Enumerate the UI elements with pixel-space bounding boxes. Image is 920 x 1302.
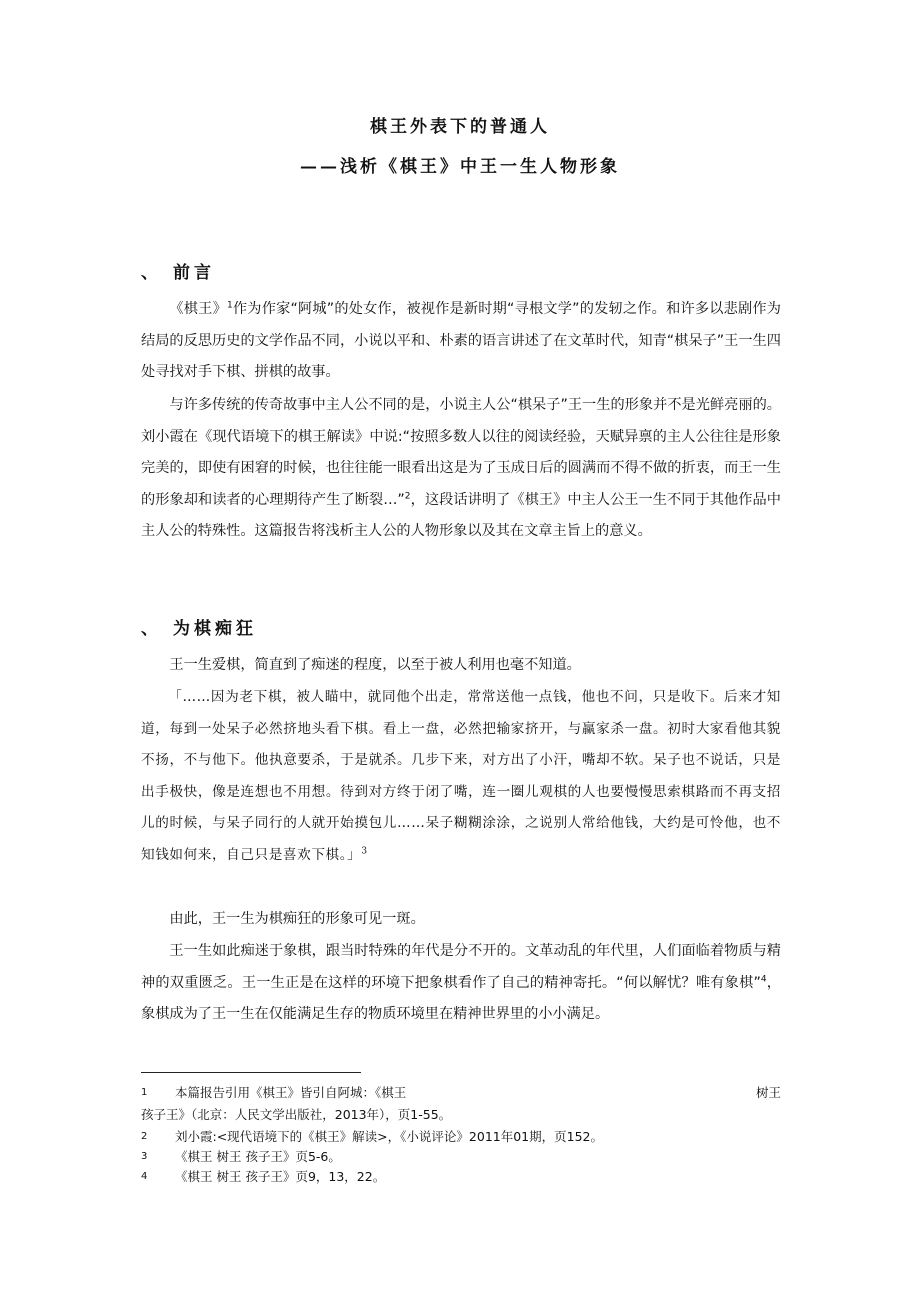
footnote-1: 1 本篇报告引用《棋王》皆引自阿城：《棋王 树王 (141, 1085, 781, 1100)
document-title: 棋王外表下的普通人 (370, 117, 550, 137)
section-heading-preface (141, 258, 215, 283)
footnote-ref[interactable]: 3 (361, 845, 368, 856)
section-heading-chess-obsession (141, 614, 257, 639)
section-number: 、 (141, 263, 162, 283)
footnote-3: 3 《棋王 树王 孩子王》页5-6。 (141, 1149, 341, 1164)
paragraph: 《棋王》$^1$作为作家“阿城”的处女作，被视作是新时期“寻根文学”的发轫之作。和许多以悲剧作为结局的反思历史的文学作品不同，小说以平和、朴素的语言讲述了在文革时代，知青“棋呆子”王一生四处寻找对手下棋、拼棋的故事。 (141, 300, 781, 380)
footnote-ref[interactable]: 1 (226, 300, 233, 311)
footnote-4: 4 《棋王 树王 孩子王》页9，13，22。 (141, 1169, 386, 1184)
block-quote: 「……因为老下棋，被人瞄中，就同他个出走，常常送他一点钱，他也不问，只是收下。后来才知道，每到一处呆子必然挤地头看下棋。看上一盘，必然把输家挤开，与赢家杀一盘。初时大家看他其貌不扬，不与他下。他执意要杀，于是就杀。几步下来，对方出了小汗，嘴却不软。呆子也不说话，只是出手极快，像是连想也不用想。待到对方终于闭了嘴，连一圈儿观棋的人也要慢慢思索棋路而不再支招儿的时候，与呆子同行的人就开始摸包儿……呆子糊糊涂涂，之说别人常给他钱，大约是可怜他，也不知钱如何来，自己只是喜欢下棋。」$^3$ (141, 689, 781, 863)
section-title: 前言 (173, 263, 215, 283)
footnote-ref[interactable]: 4 (760, 973, 767, 984)
paragraph: 王一生如此痴迷于象棋，跟当时特殊的年代是分不开的。文革动乱的年代里，人们面临着物质与精神的双重匮乏。王一生正是在这样的环境下把象棋看作了自己的精神寄托。“何以解忧？唯有象棋”$^4$，象棋成为了王一生在仅能满足生存的物质环境里在精神世界里的小小满足。 (141, 943, 781, 1022)
paragraph: 王一生爱棋，简直到了痴迷的程度，以至于被人利用也毫不知道。 (169, 657, 581, 673)
footnote-1-continued: 孩子王》（北京：人民文学出版社，2013年），页1-55。 (141, 1107, 452, 1122)
document-subtitle: ——浅析《棋王》中王一生人物形象 (300, 157, 620, 177)
section-number: 、 (141, 619, 162, 639)
footnote-2: 2 刘小霞:<现代语境下的《棋王》解读>，《小说评论》2011年01期，页152。 (141, 1129, 603, 1144)
section-title: 为棋痴狂 (173, 619, 257, 639)
footnote-ref[interactable]: 2 (404, 490, 411, 501)
paragraph: 由此，王一生为棋痴狂的形象可见一斑。 (169, 911, 425, 927)
paragraph: 与许多传统的传奇故事中主人公不同的是，小说主人公“棋呆子”王一生的形象并不是光鲜亮丽的。刘小霞在《现代语境下的棋王解读》中说:“按照多数人以往的阅读经验，天赋异禀的主人公往往是形象完美的，即使有困窘的时候，也往往能一眼看出这是为了玉成日后的圆满而不得不做的折衷，而王一生的形象却和读者的心理期待产生了断裂…”$^2$，这段话讲明了《棋王》中主人公王一生不同于其他作品中主人公的特殊性。这篇报告将浅析主人公的人物形象以及其在文章主旨上的意义。 (141, 397, 781, 539)
footnote-separator (141, 1072, 361, 1073)
